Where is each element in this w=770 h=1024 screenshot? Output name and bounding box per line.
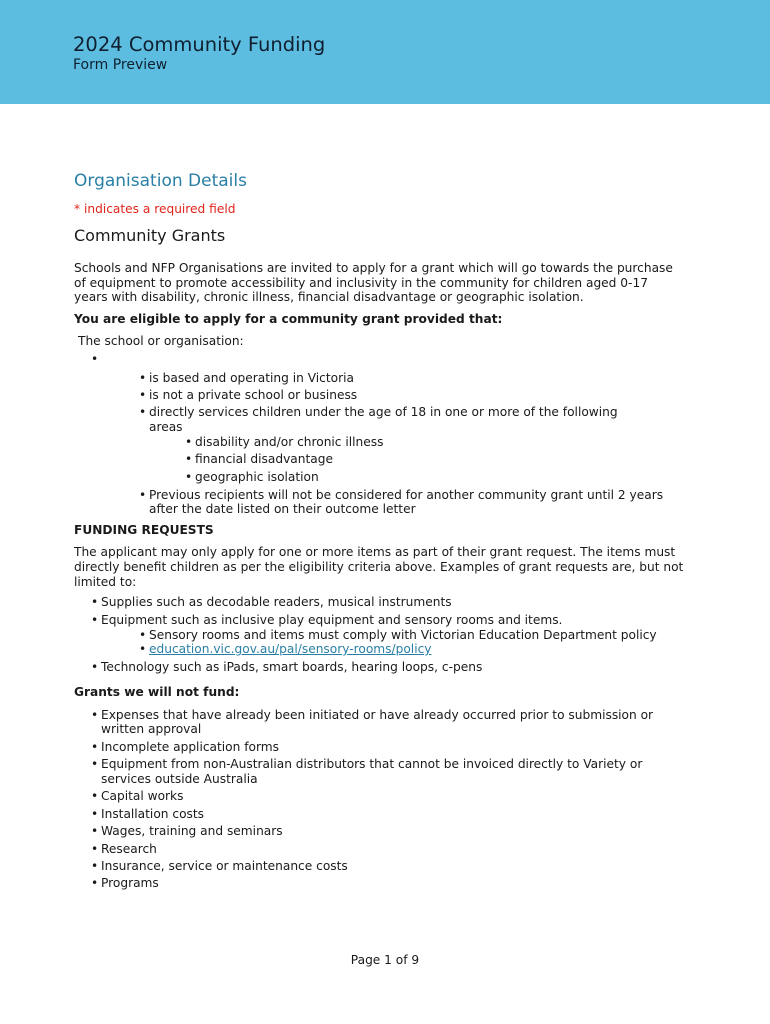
page-number: Page 1 of 9 [350,953,420,967]
list-item: • geographic isolation [195,470,684,485]
list-item: • Research [101,842,681,857]
list-item: • Wages, training and seminars [101,824,681,839]
list-item: • disability and/or chronic illness [195,435,684,450]
eligibility-heading: You are eligible to apply for a community grant provided that: [74,312,503,327]
list-item [149,642,659,657]
list-item [101,352,684,367]
list-item: • Equipment from non-Australian distributors that cannot be invoiced directly to Variety or services outside Australia [101,757,681,787]
funding-list [101,595,684,627]
list-item: • Insurance, service or maintenance costs [101,859,681,874]
page-header [0,0,770,104]
list-item: • Programs [101,876,681,891]
previous-recipients-list [149,488,679,518]
sensory-rooms-policy-link[interactable]: education.vic.gov.au/pal/sensory-rooms/policy [149,642,432,657]
not-fund-heading: Grants we will not fund: [74,684,240,699]
eligibility-list [149,371,649,435]
list-item: • is based and operating in Victoria [149,371,649,386]
list-item: • is not a private school or business [149,388,649,403]
list-item: • Equipment such as inclusive play equipment and sensory rooms and items. [101,613,684,628]
required-field-note: * indicates a required field [74,202,236,216]
funding-paragraph: The applicant may only apply for one or more items as part of their grant request. The items must directly benefit children as per the eligibility criteria above. Examples of grant requests are, but not limited to: [74,544,684,589]
list-item: • Incomplete application forms [101,740,681,755]
list-item: • financial disadvantage [195,452,684,467]
eligibility-outer-list [101,352,684,367]
section-title: Organisation Details [74,171,247,191]
list-item: • Sensory rooms and items must comply with Victorian Education Department policy [149,628,659,643]
funding-sub-list [149,628,659,658]
areas-list [195,435,684,485]
list-item: • Installation costs [101,807,681,822]
list-item: • Previous recipients will not be considered for another community grant until 2 years after the date listed on their outcome letter [149,488,679,518]
form-title: 2024 Community Funding [73,33,326,56]
list-item: • Capital works [101,789,681,804]
funding-heading: FUNDING REQUESTS [74,523,214,538]
list-item: • Expenses that have already been initiated or have already occurred prior to submission or written approval [101,708,681,738]
not-fund-list [101,708,681,892]
form-subtitle: Form Preview [73,57,168,73]
list-item: • Supplies such as decodable readers, musical instruments [101,595,684,610]
intro-paragraph: Schools and NFP Organisations are invited to apply for a grant which will go towards the purchase of equipment to promote accessibility and inclusivity in the community for children aged 0-17 years with disability, chronic illness, financial disadvantage or geographic isolation. [74,260,673,305]
list-item: • directly services children under the age of 18 in one or more of the following areas [149,405,654,435]
list-item: • Technology such as iPads, smart boards, hearing loops, c-pens [101,660,684,675]
eligibility-lead: The school or organisation: [78,333,244,348]
funding-list-last [101,660,684,675]
form-content [74,170,684,891]
grants-title: Community Grants [74,225,226,245]
